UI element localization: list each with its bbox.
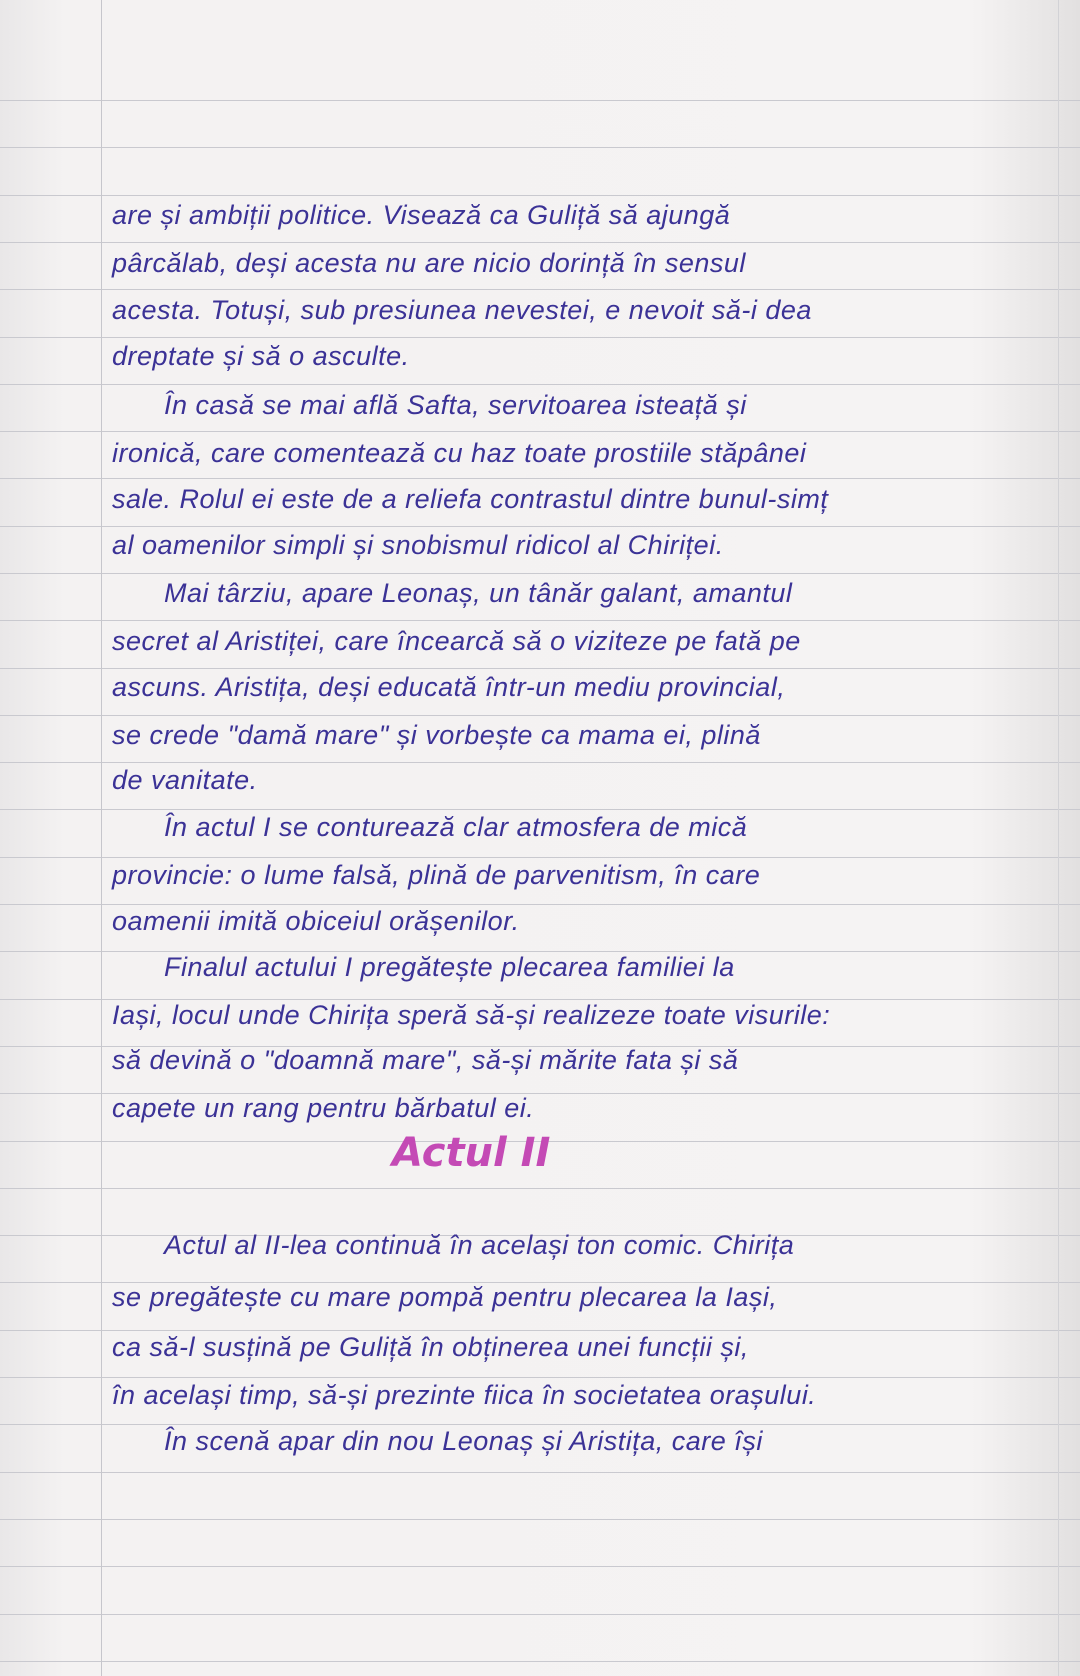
ruled-line: [0, 715, 1080, 716]
ruled-line: [0, 526, 1080, 527]
text-line: se pregătește cu mare pompă pentru plecarea la Iași,: [112, 1282, 778, 1312]
text-line: În scenă apar din nou Leonaș și Aristița, care își: [164, 1426, 763, 1456]
text-line: se crede "damă mare" și vorbește ca mama ei, plină: [112, 720, 761, 750]
ruled-line: [0, 573, 1080, 574]
ruled-line: [0, 1472, 1080, 1473]
section-heading: Actul II: [392, 1130, 551, 1176]
ruled-line: [0, 1330, 1080, 1331]
ruled-line: [0, 1377, 1080, 1378]
ruled-line: [0, 384, 1080, 385]
ruled-line: [0, 1661, 1080, 1662]
ruled-line: [0, 431, 1080, 432]
ruled-line: [0, 668, 1080, 669]
margin-line: [101, 0, 102, 1676]
ruled-line: [0, 762, 1080, 763]
ruled-line: [0, 147, 1080, 148]
text-line: să devină o "doamnă mare", să-și mărite fata și să: [112, 1045, 739, 1075]
text-line: de vanitate.: [112, 765, 258, 795]
ruled-line: [0, 1424, 1080, 1425]
text-line: are și ambiții politice. Visează ca Guliță să ajungă: [112, 200, 731, 230]
ruled-line: [0, 1188, 1080, 1189]
text-line: sale. Rolul ei este de a reliefa contrastul dintre bunul-simț: [112, 484, 829, 514]
text-line: ironică, care comentează cu haz toate prostiile stăpânei: [112, 438, 807, 468]
ruled-line: [0, 1519, 1080, 1520]
text-line: Finalul actului I pregătește plecarea familiei la: [164, 952, 735, 982]
text-line: capete un rang pentru bărbatul ei.: [112, 1093, 535, 1123]
text-line: ascuns. Aristița, deși educată într-un mediu provincial,: [112, 672, 786, 702]
text-line: în același timp, să-și prezinte fiica în societatea orașului.: [112, 1380, 817, 1410]
ruled-line: [0, 809, 1080, 810]
ruled-line: [0, 195, 1080, 196]
ruled-line: [0, 904, 1080, 905]
ruled-line: [0, 289, 1080, 290]
text-line: dreptate și să o asculte.: [112, 341, 410, 371]
ruled-line: [0, 620, 1080, 621]
ruled-line: [0, 1566, 1080, 1567]
text-line: În casă se mai află Safta, servitoarea isteață și: [164, 390, 747, 420]
ruled-line: [0, 857, 1080, 858]
text-line: Actul al II-lea continuă în același ton comic. Chirița: [164, 1230, 795, 1260]
text-line: Iași, locul unde Chirița speră să-și realizeze toate visurile:: [112, 1000, 831, 1030]
text-line: oamenii imită obiceiul orășenilor.: [112, 906, 520, 936]
text-line: ca să-l susțină pe Guliță în obținerea unei funcții și,: [112, 1332, 749, 1362]
text-line: al oamenilor simpli și snobismul ridicol al Chiriței.: [112, 530, 724, 560]
text-line: acesta. Totuși, sub presiunea nevestei, e nevoit să-i dea: [112, 295, 812, 325]
ruled-line: [0, 242, 1080, 243]
text-line: pârcălab, deși acesta nu are nicio dorință în sensul: [112, 248, 746, 278]
ruled-line: [0, 337, 1080, 338]
text-line: provincie: o lume falsă, plină de parvenitism, în care: [112, 860, 761, 890]
text-line: În actul I se conturează clar atmosfera de mică: [164, 812, 748, 842]
text-line: Mai târziu, apare Leonaș, un tânăr galant, amantul: [164, 578, 793, 608]
ruled-line: [0, 1614, 1080, 1615]
ruled-line: [0, 478, 1080, 479]
right-margin-line: [1058, 0, 1059, 1676]
text-line: secret al Aristiței, care încearcă să o viziteze pe fată pe: [112, 626, 801, 656]
ruled-line: [0, 100, 1080, 101]
